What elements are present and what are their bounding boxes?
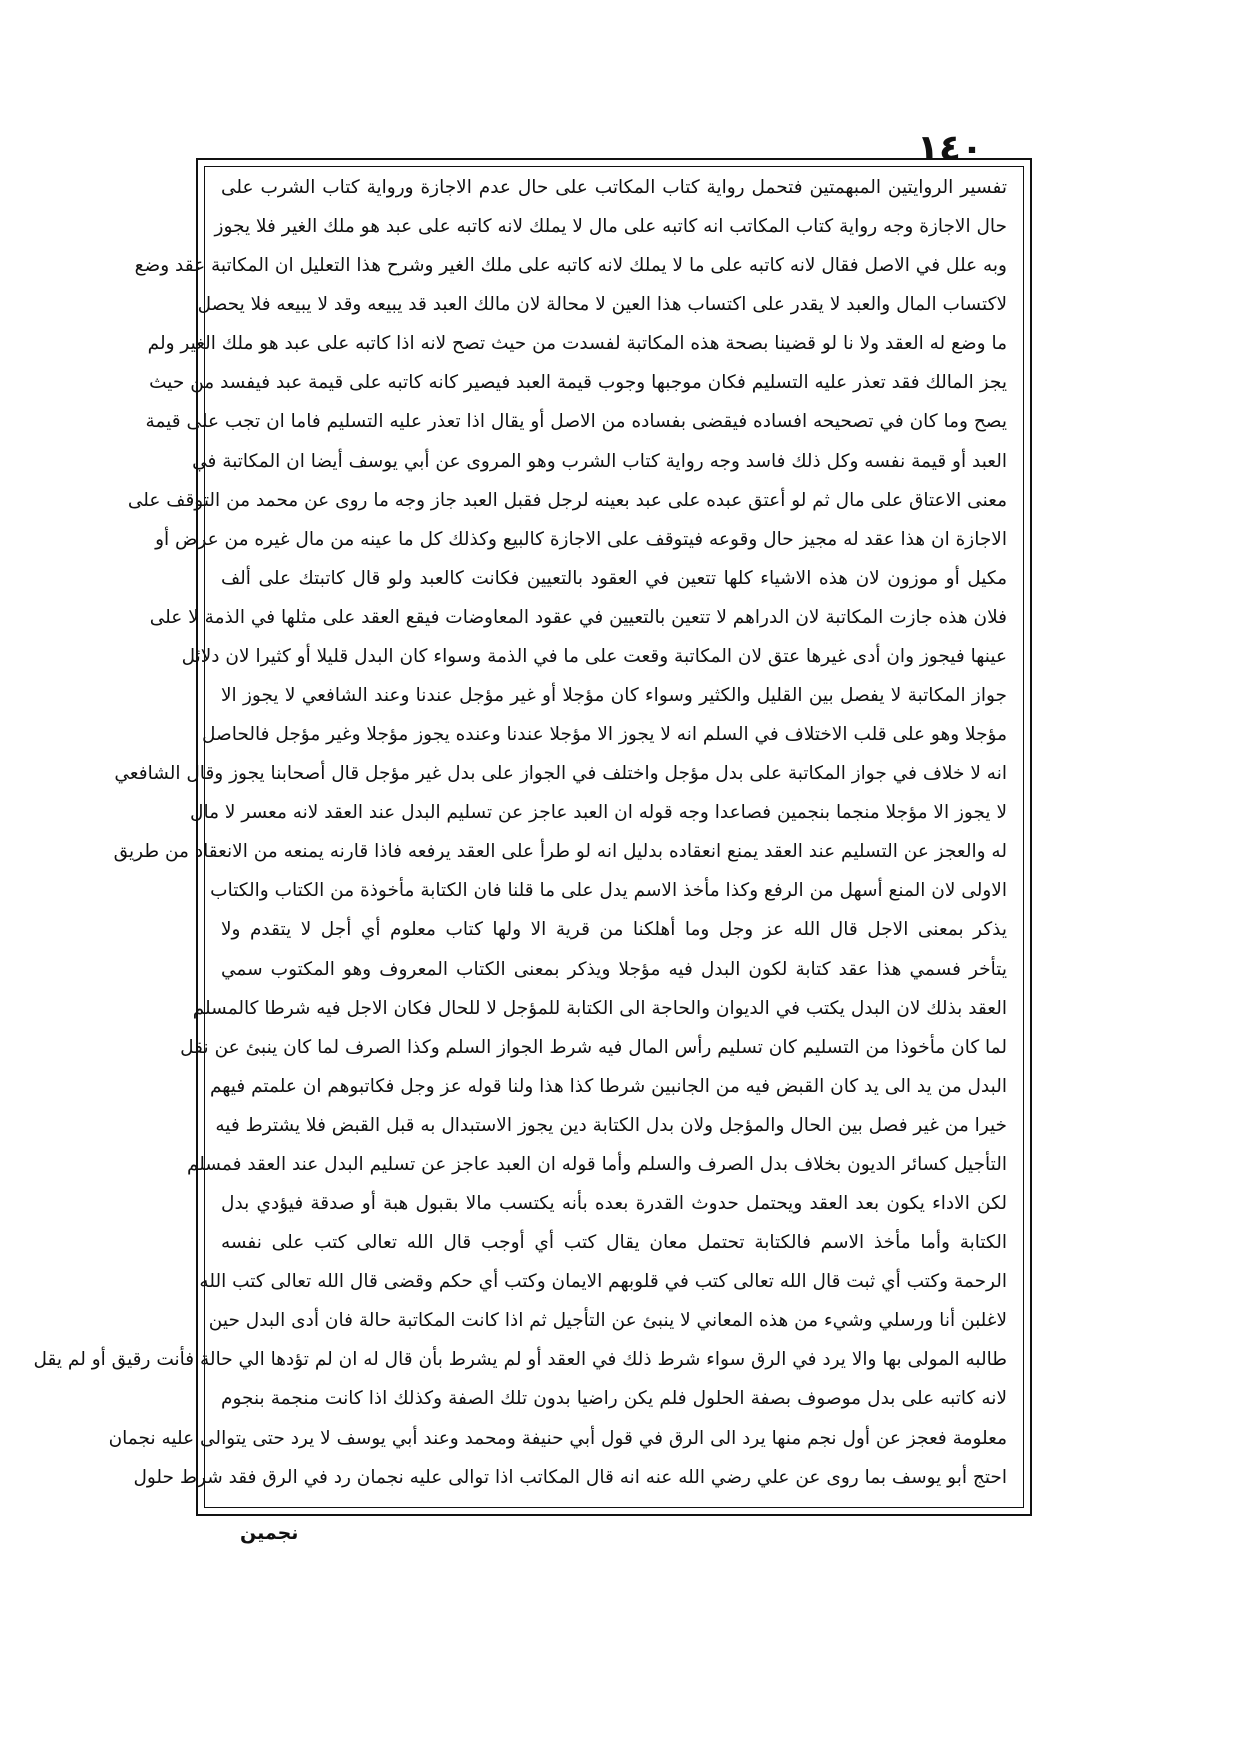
text-line: يتأخر فسمي هذا عقد كتابة لكون البدل فيه مؤجلا ويذكر بمعنى الكتاب المعروف وهو المكتوب سمي	[221, 958, 1007, 980]
text-line: لكن الاداء يكون بعد العقد ويحتمل حدوث القدرة بعده بأنه يكتسب مالا بقبول هبة أو صدقة فيؤدي بدل	[221, 1193, 1007, 1215]
text-line: مكيل أو موزون لان هذه الاشياء كلها تتعين في العقود بالتعيين فكانت كالعبد ولو قال كاتبتك على ألف	[221, 567, 1007, 589]
text-line: مؤجلا وهو على قلب الاختلاف في السلم انه لا يجوز الا مؤجلا عندنا وعنده يجوز مؤجلا وغير مؤجل فالحاصل	[202, 724, 1007, 746]
text-line: الرحمة وكتب أي ثبت قال الله تعالى كتب في قلوبهم الايمان وكتب أي حكم وقضى قال الله تعالى كتب الله	[199, 1271, 1007, 1293]
text-line: الكتابة وأما مأخذ الاسم فالكتابة تحتمل معان يقال كتب أي أوجب قال الله تعالى كتب على نفسه	[221, 1232, 1007, 1254]
text-line: الاجازة ان هذا عقد له مجيز حال وقوعه فيتوقف على الاجازة كالبيع وكذلك كل ما عينه من مال غيره من عرض أو	[155, 528, 1007, 550]
text-line: لانه كاتبه على بدل موصوف بصفة الحلول فلم يكن راضيا بدون تلك الصفة وكذلك اذا كانت منجمة بنجوم	[221, 1388, 1007, 1410]
text-line: يجز المالك فقد تعذر عليه التسليم فكان موجبها وجوب قيمة العبد فيصير كانه كاتبه على قيمة عبد فيفسد من حيث	[149, 372, 1007, 394]
text-line: العقد بذلك لان البدل يكتب في الديوان والحاجة الى الكتابة للمؤجل لا للحال فكان الاجل فيه شرطا كالمسلم	[192, 997, 1007, 1019]
text-line: البدل من يد الى يد كان القبض فيه من الجانبين شرطا كذا هذا ولنا قوله عز وجل فكاتبوهم ان علمتم فيهم	[209, 1075, 1007, 1097]
text-line: معنى الاعتاق على مال ثم لو أعتق عبده على عبد بعينه لرجل فقبل العبد جاز وجه ما روى عن محمد من التوقف على	[127, 489, 1007, 511]
text-line: عينها فيجوز وان أدى غيرها عتق لان المكاتبة وقعت على ما في الذمة وسواء كان البدل قليلا أو كثيرا لان دلائل	[181, 645, 1007, 667]
text-line: احتج أبو يوسف بما روى عن علي رضي الله عنه انه قال المكاتب اذا توالى عليه نجمان رد في الرق فقد شرط حلول	[133, 1466, 1007, 1488]
text-line: معلومة فعجز عن أول نجم منها يرد الى الرق في قول أبي حنيفة ومحمد وعند أبي يوسف لا يرد حتى يتوالى عليه نجمان	[108, 1427, 1007, 1449]
catchword: نجمين	[240, 1522, 299, 1544]
text-line: حال الاجازة وجه رواية كتاب المكاتب انه كاتبه على مال لا يملك لانه كاتبه على عبد هو ملك الغير فلا يجوز	[214, 216, 1007, 238]
page-border-inner	[33, 166, 1024, 1508]
text-line: لاغلبن أنا ورسلي وشيء من هذه المعاني لا ينبئ عن التأجيل ثم اذا كانت المكاتبة حالة فان أدى البدل حين	[208, 1310, 1007, 1332]
text-line: خيرا من غير فصل بين الحال والمؤجل ولان بدل الكتابة دين يجوز الاستبدال به قبل القبض فلا يشترط فيه	[215, 1114, 1007, 1136]
text-line: طالبه المولى بها والا يرد في الرق سواء شرط ذلك في العقد أو لم يشرط بأن قال له ان لم تؤدها الي حالة فأنت رقيق أو لم يقل	[33, 1349, 1007, 1371]
text-line: يصح وما كان في تصحيحه افساده فيقضى بفساده من الاصل أو يقال اذا تعذر عليه التسليم فاما ان تجب على قيمة	[145, 411, 1007, 433]
text-line: لما كان مأخوذا من التسليم كان تسليم رأس المال فيه شرط الجواز السلم وكذا الصرف لما كان ينبئ عن نقل	[180, 1036, 1007, 1058]
text-line: العبد أو قيمة نفسه وكل ذلك فاسد وجه رواية كتاب الشرب وهو المروى عن أبي يوسف أيضا ان المكاتبة في	[192, 450, 1007, 472]
text-line: ما وضع له العقد ولا نا لو قضينا بصحة هذه المكاتبة لفسدت من حيث تصح لانه اذا كاتبه على عبد هو ملك الغير ولم	[147, 333, 1007, 355]
text-line: جواز المكاتبة لا يفصل بين القليل والكثير وسواء كان مؤجلا أو غير مؤجل عندنا وعند الشافعي لا يجوز الا	[221, 685, 1007, 707]
main-text-block	[33, 177, 1007, 1489]
text-line: تفسير الروايتين المبهمتين فتحمل رواية كتاب المكاتب على حال عدم الاجازة ورواية كتاب الشرب على	[221, 177, 1007, 198]
text-line: التأجيل كسائر الديون بخلاف بدل الصرف والسلم وأما قوله ان العبد عاجز عن تسليم البدل عند العقد فمسلم	[186, 1153, 1007, 1175]
text-line: يذكر بمعنى الاجل قال الله عز وجل وما أهلكنا من قرية الا ولها كتاب معلوم أي أجل لا يتقدم ولا	[221, 919, 1007, 941]
page-border-outer	[33, 158, 1032, 1516]
text-line: فلان هذه جازت المكاتبة لان الدراهم لا تتعين بالتعيين في عقود المعاوضات فيقع العقد على مثلها في الذمة لا على	[149, 606, 1007, 628]
text-line: لاكتساب المال والعبد لا يقدر على اكتساب هذا العين لا محالة لان مالك العبد قد يبيعه وقد لا يبيعه فلا يحصل	[197, 294, 1007, 316]
text-line: انه لا خلاف في جواز المكاتبة على بدل مؤجل واختلف في الجواز على بدل غير مؤجل قال أصحابنا يجوز وقال الشافعي	[114, 763, 1007, 785]
text-line: وبه علل في الاصل فقال لانه كاتبه على ما لا يملك لانه كاتبه على ملك الغير وشرح هذا التعليل ان المكاتبة عقد وضع	[134, 255, 1007, 277]
page-number: ١٤٠	[917, 128, 983, 169]
text-line: له والعجز عن التسليم عند العقد يمنع انعقاده بدليل انه لو طرأ على العقد يرفعه فاذا قارنه يمنعه من الانعقاد من طريق	[113, 841, 1007, 863]
text-line: لا يجوز الا مؤجلا منجما بنجمين فصاعدا وجه قوله ان العبد عاجز عن تسليم البدل عند العقد لانه معسر لا مال	[190, 802, 1007, 824]
text-line: الاولى لان المنع أسهل من الرفع وكذا مأخذ الاسم يدل على ما قلنا فان الكتابة مأخوذة من الكتاب والكتاب	[210, 880, 1007, 902]
